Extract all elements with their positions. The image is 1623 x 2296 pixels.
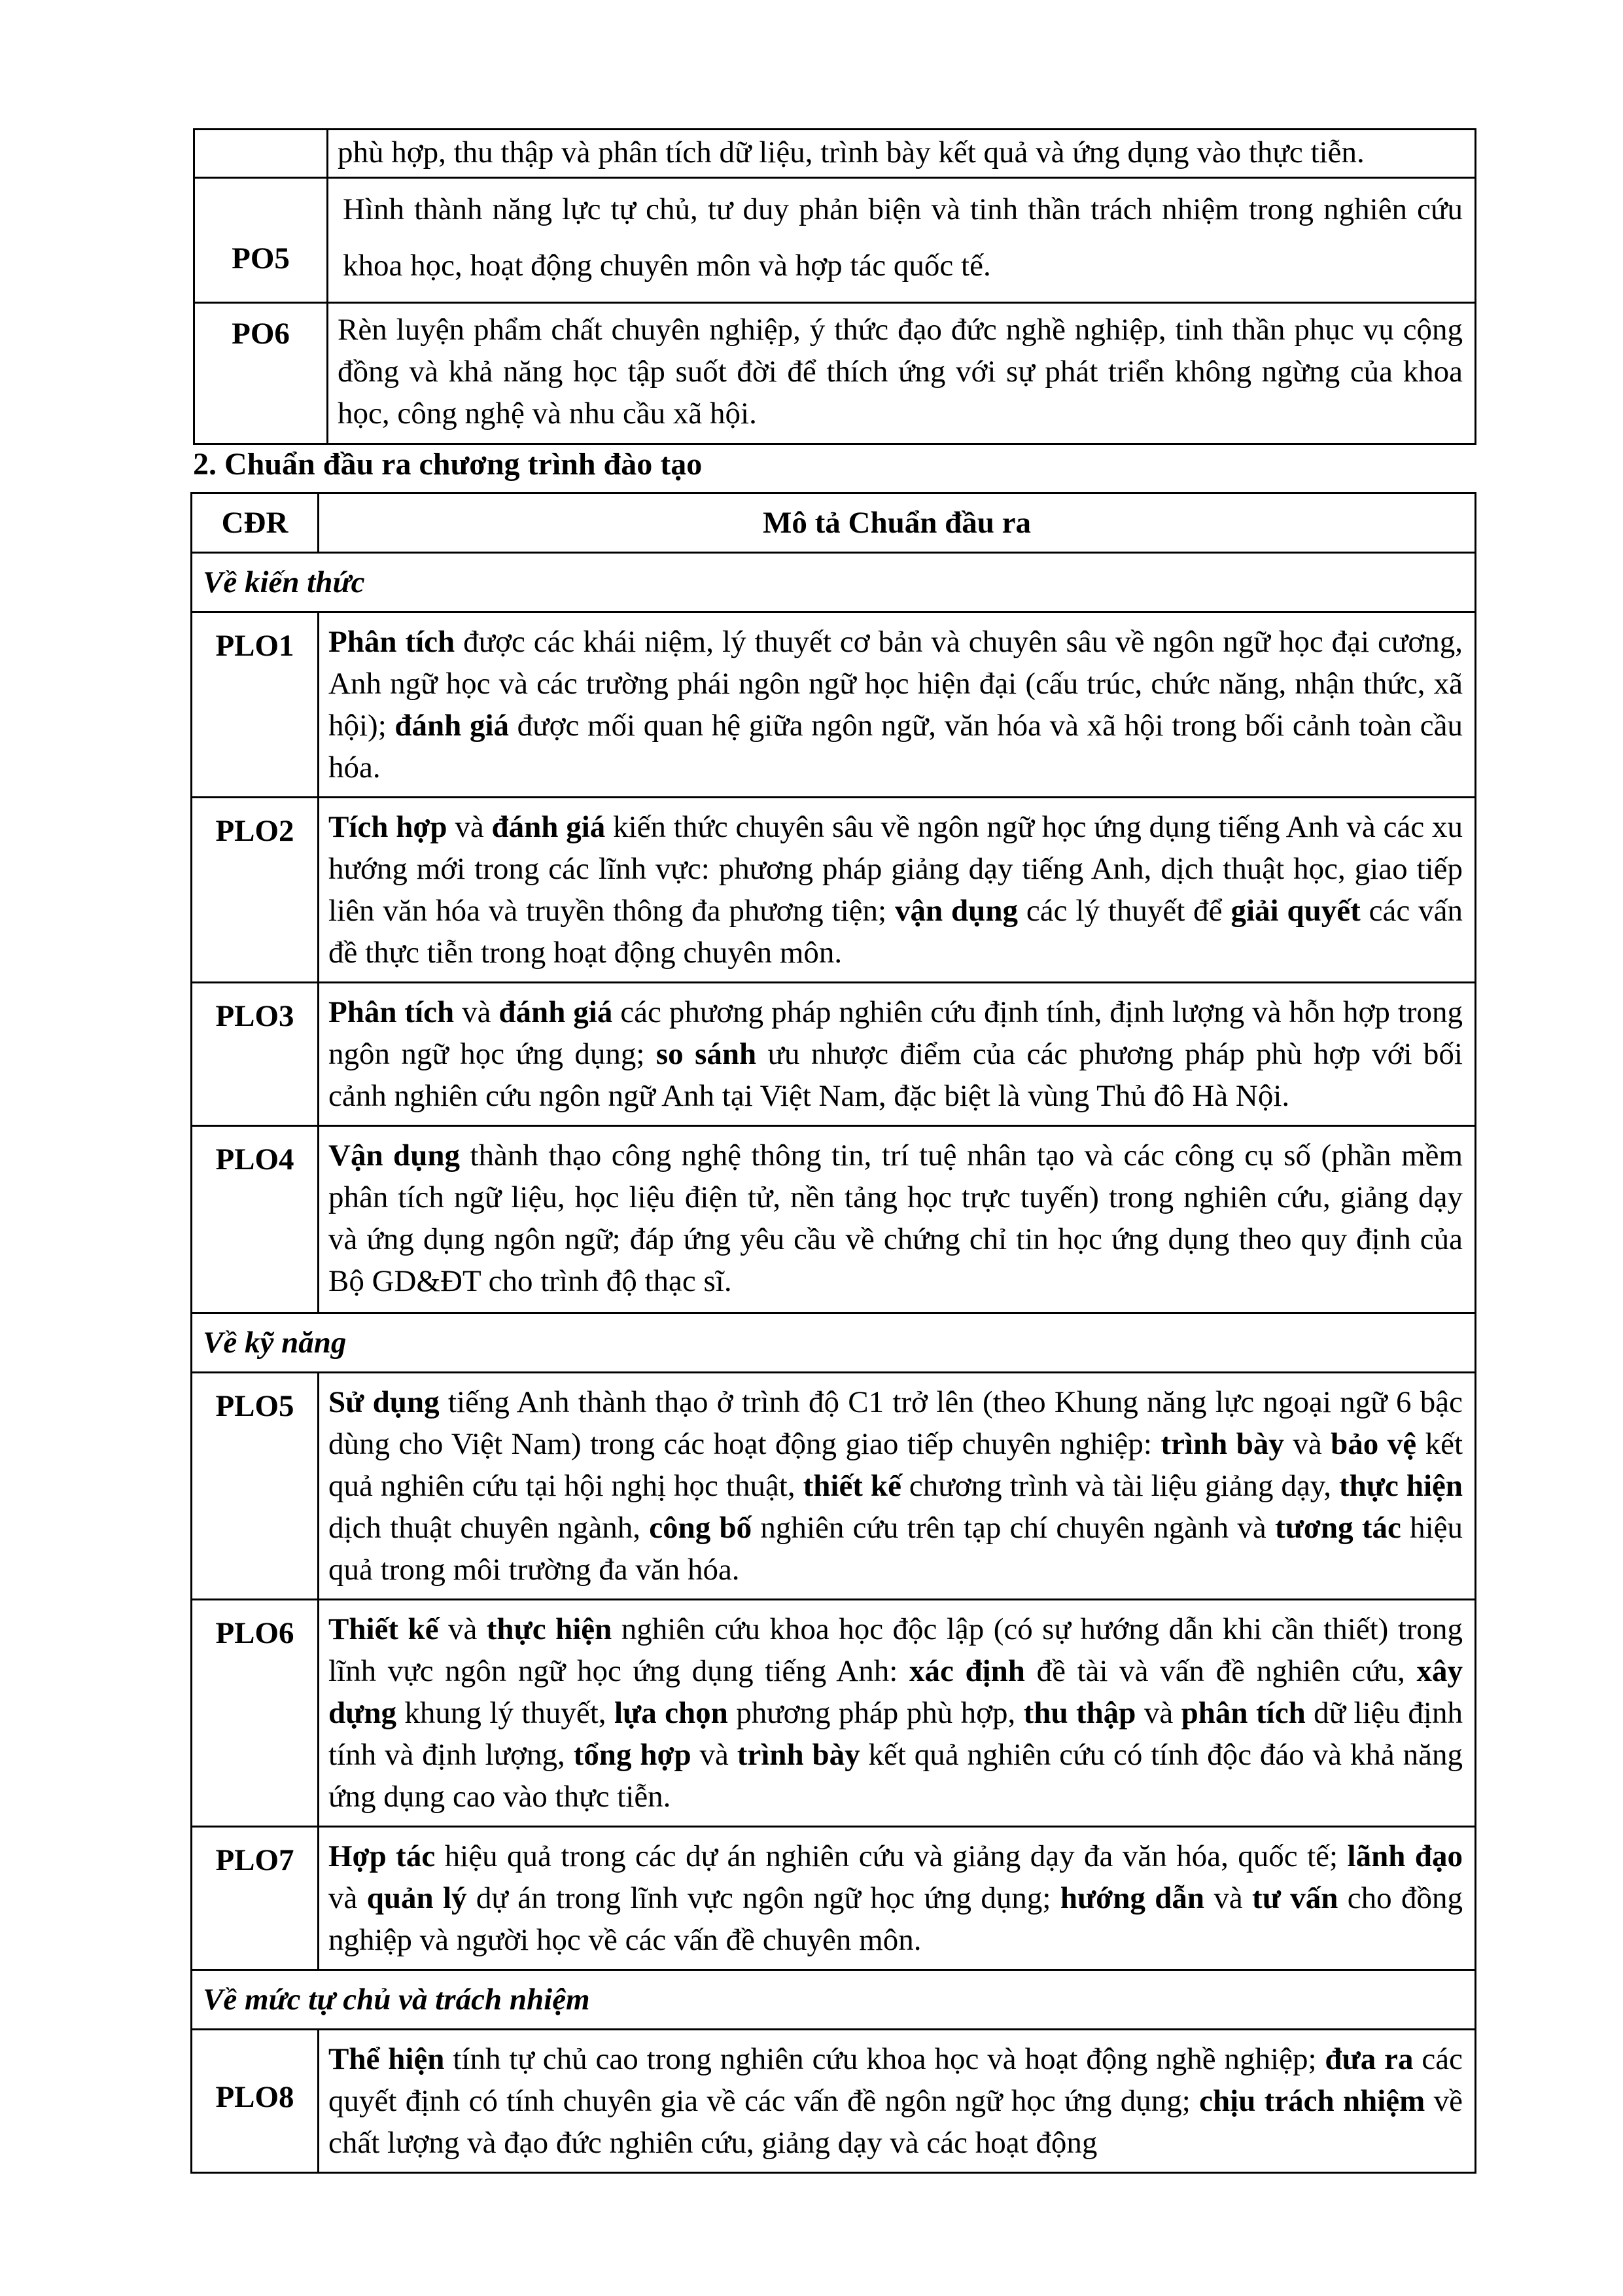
po-code-cell bbox=[194, 130, 328, 178]
plo-text bbox=[319, 612, 1476, 798]
plo-text bbox=[319, 1600, 1476, 1827]
plo-keyword: Phân tích bbox=[328, 625, 455, 659]
plo-text-segment: kết quả nghiên cứu có tính độc đáo và khả năng ứng dụng cao vào thực tiễn. bbox=[328, 1738, 1463, 1814]
plo-text bbox=[319, 1827, 1476, 1970]
plo-keyword: lãnh đạo bbox=[1347, 1839, 1463, 1873]
plo-text-segment: và bbox=[1136, 1696, 1181, 1730]
plo-text-segment: về chất lượng và đạo đức nghiên cứu, giảng dạy và các hoạt động bbox=[328, 2084, 1463, 2160]
plo-keyword: bảo vệ bbox=[1331, 1427, 1417, 1461]
plo-keyword: trình bày bbox=[737, 1738, 860, 1772]
plo-text bbox=[319, 2030, 1476, 2173]
plo-keyword: Phân tích bbox=[328, 995, 455, 1029]
plo-keyword: Hợp tác bbox=[328, 1839, 436, 1873]
table-row bbox=[192, 798, 1476, 983]
plo-keyword: thực hiện bbox=[486, 1612, 612, 1646]
plo-keyword: xác định bbox=[909, 1654, 1025, 1688]
table-row bbox=[194, 130, 1476, 178]
plo-text-segment: tiếng Anh thành thạo ở trình độ C1 trở lên (theo Khung năng lực ngoại ngữ 6 bậc dùng cho Việt Nam) trong các hoạt động giao tiếp chuyên nghiệp: bbox=[328, 1385, 1463, 1461]
plo-text bbox=[319, 1126, 1476, 1313]
plo-text-segment: cho đồng nghiệp và người học về các vấn đề chuyên môn. bbox=[328, 1881, 1463, 1957]
group-autonomy: Về mức tự chủ và trách nhiệm bbox=[192, 1970, 1476, 2030]
plo-keyword: thiết kế bbox=[803, 1469, 901, 1503]
plo-keyword: công bố bbox=[649, 1511, 752, 1545]
plo-keyword: tổng hợp bbox=[573, 1738, 691, 1772]
plo-text bbox=[319, 798, 1476, 983]
plo-text-segment: và bbox=[328, 1881, 367, 1915]
table-row bbox=[192, 1126, 1476, 1313]
group-row bbox=[192, 1313, 1476, 1373]
plo-text-segment: dịch thuật chuyên ngành, bbox=[328, 1511, 650, 1545]
plo-keyword: Thiết kế bbox=[328, 1612, 439, 1646]
po-table bbox=[193, 128, 1476, 445]
plo-keyword: trình bày bbox=[1161, 1427, 1284, 1461]
table-row bbox=[192, 1827, 1476, 1970]
header-desc: Mô tả Chuẩn đầu ra bbox=[319, 493, 1476, 553]
plo-text-segment: tính tự chủ cao trong nghiên cứu khoa học và hoạt động nghề nghiệp; bbox=[444, 2042, 1325, 2076]
po-code-cell: PO6 bbox=[194, 303, 328, 444]
po-text-cell: Rèn luyện phẩm chất chuyên nghiệp, ý thức đạo đức nghề nghiệp, tinh thần phục vụ cộng đồng và khả năng học tập suốt đời để thích ứng với sự phát triển không ngừng của khoa học, công nghệ và nhu cầu xã hội. bbox=[328, 303, 1476, 444]
plo-keyword: Thể hiện bbox=[328, 2042, 445, 2076]
plo-code: PLO6 bbox=[192, 1600, 319, 1827]
plo-text-segment: các phương pháp nghiên cứu định tính, định lượng và hỗn hợp trong ngôn ngữ học ứng dụng; bbox=[328, 995, 1463, 1071]
plo-text-segment: dự án trong lĩnh vực ngôn ngữ học ứng dụng; bbox=[466, 1881, 1060, 1915]
plo-text-segment: hiệu quả trong môi trường đa văn hóa. bbox=[328, 1511, 1463, 1587]
table-row bbox=[192, 2030, 1476, 2173]
plo-code: PLO7 bbox=[192, 1827, 319, 1970]
section-title: 2. Chuẩn đầu ra chương trình đào tạo bbox=[193, 447, 703, 482]
plo-text-segment: hiệu quả trong các dự án nghiên cứu và giảng dạy đa văn hóa, quốc tế; bbox=[435, 1839, 1348, 1873]
plo-keyword: Sử dụng bbox=[328, 1385, 440, 1419]
plo-text-segment: và bbox=[447, 810, 492, 844]
plo-text-segment: phương pháp phù hợp, bbox=[727, 1696, 1024, 1730]
plo-text-segment: các lý thuyết để bbox=[1017, 894, 1231, 928]
table-row bbox=[192, 1373, 1476, 1600]
plo-keyword: giải quyết bbox=[1230, 894, 1361, 928]
plo-keyword: Vận dụng bbox=[328, 1139, 460, 1173]
plo-code: PLO4 bbox=[192, 1126, 319, 1313]
plo-text-segment: và bbox=[438, 1612, 487, 1646]
plo-text-segment: đề tài và vấn đề nghiên cứu, bbox=[1024, 1654, 1417, 1688]
plo-text-segment: và bbox=[691, 1738, 737, 1772]
plo-keyword: Tích hợp bbox=[328, 810, 447, 844]
group-row bbox=[192, 553, 1476, 612]
plo-text-segment: được mối quan hệ giữa ngôn ngữ, văn hóa và xã hội trong bối cảnh toàn cầu hóa. bbox=[328, 709, 1463, 785]
group-knowledge: Về kiến thức bbox=[192, 553, 1476, 612]
table-row bbox=[192, 983, 1476, 1126]
table-header-row bbox=[192, 493, 1476, 553]
plo-keyword: hướng dẫn bbox=[1060, 1881, 1204, 1915]
plo-text-segment: nghiên cứu khoa học độc lập (có sự hướng dẫn khi cần thiết) trong lĩnh vực ngôn ngữ học ứng dụng tiếng Anh: bbox=[328, 1612, 1463, 1688]
po-text-cell: phù hợp, thu thập và phân tích dữ liệu, trình bày kết quả và ứng dụng vào thực tiễn. bbox=[328, 130, 1476, 178]
po-text-cell: Hình thành năng lực tự chủ, tư duy phản biện và tinh thần trách nhiệm trong nghiên cứu khoa học, hoạt động chuyên môn và hợp tác quốc tế. bbox=[328, 178, 1476, 303]
plo-text bbox=[319, 983, 1476, 1126]
plo-keyword: đưa ra bbox=[1325, 2042, 1414, 2076]
plo-text-segment: các quyết định có tính chuyên gia về các vấn đề ngôn ngữ học ứng dụng; bbox=[328, 2042, 1463, 2118]
plo-keyword: tư vấn bbox=[1252, 1881, 1338, 1915]
group-row bbox=[192, 1970, 1476, 2030]
plo-keyword: thực hiện bbox=[1338, 1469, 1463, 1503]
plo-text-segment: kiến thức chuyên sâu về ngôn ngữ học ứng dụng tiếng Anh và các xu hướng mới trong các lĩnh vực: phương pháp giảng dạy tiếng Anh, dịch thuật học, giao tiếp liên văn hóa và truyền thông đa phương tiện; bbox=[328, 810, 1463, 928]
plo-code: PLO8 bbox=[192, 2030, 319, 2173]
plo-code: PLO2 bbox=[192, 798, 319, 983]
plo-text-segment: ưu nhược điểm của các phương pháp phù hợp với bối cảnh nghiên cứu ngôn ngữ Anh tại Việt Nam, đặc biệt là vùng Thủ đô Hà Nội. bbox=[328, 1037, 1463, 1113]
plo-text-segment: và bbox=[454, 995, 499, 1029]
header-code: CĐR bbox=[192, 493, 319, 553]
table-row bbox=[194, 303, 1476, 444]
plo-keyword: quản lý bbox=[366, 1881, 467, 1915]
plo-keyword: lựa chọn bbox=[614, 1696, 728, 1730]
plo-keyword: so sánh bbox=[655, 1037, 757, 1071]
plo-keyword: thu thập bbox=[1023, 1696, 1136, 1730]
plo-table bbox=[190, 492, 1476, 2174]
table-row bbox=[194, 178, 1476, 303]
plo-keyword: đánh giá bbox=[394, 709, 510, 743]
plo-keyword: đánh giá bbox=[498, 995, 613, 1029]
plo-text-segment: kết quả nghiên cứu tại hội nghị học thuật, bbox=[328, 1427, 1463, 1503]
group-skills: Về kỹ năng bbox=[192, 1313, 1476, 1373]
plo-text-segment: dữ liệu định tính và định lượng, bbox=[328, 1696, 1463, 1772]
plo-text-segment: được các khái niệm, lý thuyết cơ bản và chuyên sâu về ngôn ngữ học đại cương, Anh ngữ học và các trường phái ngôn ngữ học hiện đại (cấu trúc, chức năng, nhận thức, xã hội); bbox=[328, 625, 1463, 743]
table-row bbox=[192, 1600, 1476, 1827]
plo-keyword: chịu trách nhiệm bbox=[1199, 2084, 1425, 2118]
plo-text-segment: các vấn đề thực tiễn trong hoạt động chuyên môn. bbox=[328, 894, 1463, 970]
plo-keyword: tương tác bbox=[1275, 1511, 1401, 1545]
plo-code: PLO3 bbox=[192, 983, 319, 1126]
table-row bbox=[192, 612, 1476, 798]
plo-keyword: phân tích bbox=[1181, 1696, 1306, 1730]
plo-text-segment: nghiên cứu trên tạp chí chuyên ngành và bbox=[752, 1511, 1276, 1545]
plo-text-segment: thành thạo công nghệ thông tin, trí tuệ nhân tạo và các công cụ số (phần mềm phân tích ngữ liệu, học liệu điện tử, nền tảng học trực tuyến) trong nghiên cứu, giảng dạy và ứng dụng ngôn ngữ; đáp ứng yêu cầu về chứng chỉ tin học ứng dụng theo quy định của Bộ GD&ĐT cho trình độ thạc sĩ. bbox=[328, 1139, 1463, 1298]
plo-text-segment: khung lý thuyết, bbox=[396, 1696, 614, 1730]
plo-text-segment: và bbox=[1283, 1427, 1331, 1461]
plo-text-segment: chương trình và tài liệu giảng dạy, bbox=[901, 1469, 1339, 1503]
plo-code: PLO1 bbox=[192, 612, 319, 798]
plo-code: PLO5 bbox=[192, 1373, 319, 1600]
po-code-cell: PO5 bbox=[194, 178, 328, 303]
plo-text bbox=[319, 1373, 1476, 1600]
plo-keyword: xây dựng bbox=[328, 1654, 1463, 1730]
plo-text-segment: và bbox=[1204, 1881, 1253, 1915]
plo-keyword: vận dụng bbox=[895, 894, 1018, 928]
plo-keyword: đánh giá bbox=[491, 810, 606, 844]
